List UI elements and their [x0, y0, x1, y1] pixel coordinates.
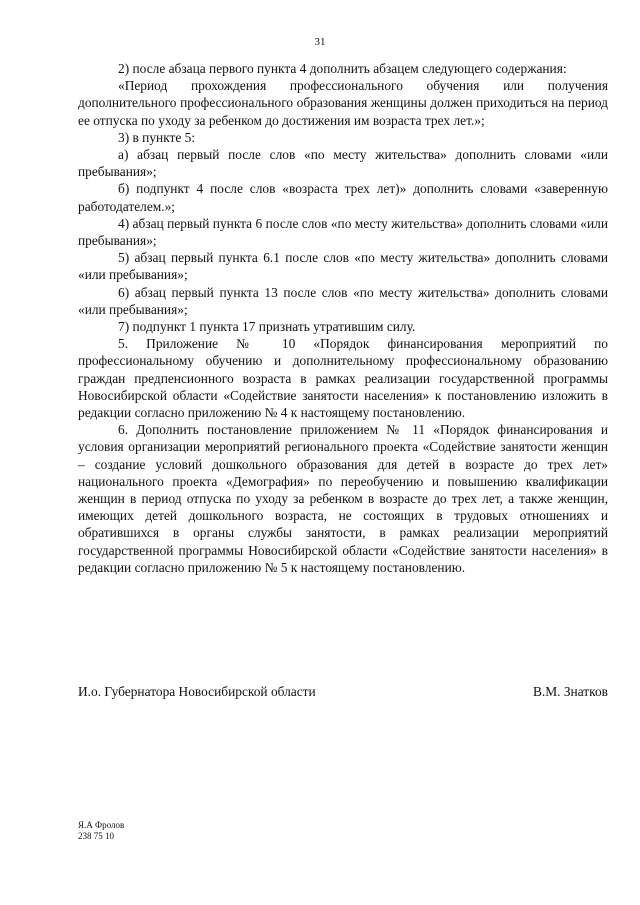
executor-name: Я.А Фролов: [78, 820, 125, 830]
document-body: [78, 60, 608, 576]
paragraph-point-5: 5. Приложение № 10 «Порядок финансирования мероприятий по профессиональному обучению и дополнительному профессиональному образованию граждан предпенсионного возраста в рамках реализации государственной программы Новосибирской области «Содействие занятости населения» к постановлению изложить в редакции согласно приложению № 4 к настоящему постановлению.: [78, 336, 608, 421]
page-number: 31: [314, 36, 326, 48]
paragraph-item-6: 6) абзац первый пункта 13 после слов «по месту жительства» дополнить словами «или пребывания»;: [78, 284, 608, 317]
paragraph-item-4: 4) абзац первый пункта 6 после слов «по месту жительства» дополнить словами «или пребывания»;: [78, 215, 608, 249]
paragraph-quote: «Период прохождения профессионального обучения или получения дополнительного профессионального образования женщины должен приходиться на период ее отпуска по уходу за ребенком до достижения им возраста трех лет.»;: [78, 78, 608, 128]
signatory-title: И.о. Губернатора Новосибирской области: [78, 684, 316, 699]
paragraph-item-3: 3) в пункте 5:: [118, 129, 196, 145]
paragraph-item-2: 2) после абзаца первого пункта 4 дополнить абзацем следующего содержания:: [118, 61, 567, 76]
executor-block: [78, 820, 124, 842]
executor-phone: 238 75 10: [78, 831, 114, 841]
paragraph-item-7: 7) подпункт 1 пункта 17 признать утратившим силу.: [118, 319, 416, 335]
paragraph-subitem-a: а) абзац первый после слов «по месту жительства» дополнить словами «или пребывания»;: [78, 147, 608, 180]
paragraph-subitem-b: б) подпункт 4 после слов «возраста трех лет)» дополнить словами «заверенную работодателем.»;: [78, 181, 608, 214]
paragraph-point-6: 6. Дополнить постановление приложением № 11 «Порядок финансирования и условия организации мероприятий регионального проекта «Содействие занятости женщин – создание условий дошкольного образования для детей в возрасте до трех лет» национального проекта «Демография» по переобучению и повышению квалификации женщин в период отпуска по уходу за ребенком в возрасте до трех лет, а также женщин, имеющих детей дошкольного возраста, не состоящих в трудовых отношениях и обратившихся в органы службы занятости, в рамках реализации мероприятий государственной программы Новосибирской области «Содействие занятости населения» в редакции согласно приложению № 5 к настоящему постановлению.: [78, 422, 608, 575]
paragraph-item-5: 5) абзац первый пункта 6.1 после слов «по месту жительства» дополнить словами «или пребывания»;: [78, 250, 608, 283]
signatory-name: В.М. Знатков: [532, 684, 608, 699]
